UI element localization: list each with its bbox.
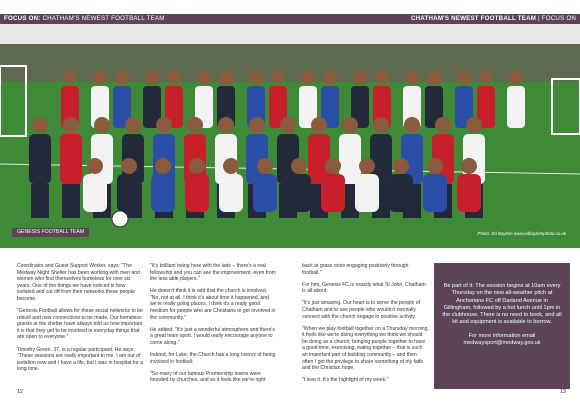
- info-box-details: Be part of it: The session begins at 10am every Thursday on the new all-weather pitch at Anchorians FC off Darland Avenue in Gillingham, followed by a hot lunch until 1pm in the clubhouse. There is no need to book, and all kit and equipment is available to borrow.: [442, 283, 562, 326]
- player-head: [325, 158, 341, 174]
- player-head: [405, 71, 419, 85]
- paragraph: Coordinator and Guest Support Worker, says: "The Medway Night Shelter has been working with men and women who find themselves homeless for over six years. One of the things we have noticed is how isolated and cut off from their networks these people become.: [17, 263, 140, 302]
- player-head: [249, 117, 265, 133]
- player-head: [404, 117, 420, 133]
- player-head: [219, 71, 233, 85]
- player-head: [435, 117, 451, 133]
- player-head: [271, 71, 285, 85]
- player-head: [461, 158, 477, 174]
- player-head: [94, 117, 110, 133]
- player-shirt: [29, 134, 51, 184]
- header-right-suffix: | FOCUS ON: [538, 15, 576, 22]
- player-head: [373, 117, 389, 133]
- player-head: [509, 71, 523, 85]
- player-head: [156, 117, 172, 133]
- player-shirt: [287, 174, 311, 212]
- player-head: [393, 158, 409, 174]
- paragraph: "It's just amazing. Our heart is to serve the people of Chatham and to see people who wouldn't normally connect with the church engage in positive activity.: [302, 300, 421, 320]
- player-shirt: [151, 174, 175, 212]
- team-photo-illustration: [0, 24, 580, 248]
- player-shirt: [457, 174, 481, 212]
- player-head: [167, 71, 181, 85]
- player-head: [197, 71, 211, 85]
- paragraph: back at grass roots engaging positively through football.": [302, 263, 409, 276]
- player-head: [427, 71, 441, 85]
- player-head: [323, 71, 337, 85]
- player-shirt: [423, 174, 447, 212]
- info-box: [434, 263, 570, 389]
- player-head: [189, 158, 205, 174]
- player-head: [427, 158, 443, 174]
- text-column-2: [150, 263, 277, 389]
- paragraph: "When we play football together on a Thursday morning, it feels like we're doing everything we think we should be doing as a church; bringing people together to have a good time, exercising, eating together – that is such an important part of building community – and then often I get the privilege to share something of my faith and the Christian hope.: [302, 325, 429, 372]
- paragraph: Indeed, for Luke, the Church has a long history of being involved in football:: [150, 352, 276, 365]
- player-head: [187, 117, 203, 133]
- player-head: [93, 71, 107, 85]
- header-right: [411, 14, 576, 24]
- player-shirt: [83, 174, 107, 212]
- player-shirt: [355, 174, 379, 212]
- player-head: [457, 71, 471, 85]
- player-shirt: [321, 174, 345, 212]
- photo-caption: GENESIS FOOTBALL TEAM: [12, 228, 89, 237]
- player-head: [63, 117, 79, 133]
- player-head: [311, 117, 327, 133]
- player-head: [342, 117, 358, 133]
- photo-football: [112, 211, 128, 227]
- info-box-contact: For more information email medwaysport@medway.gov.uk: [463, 332, 541, 347]
- player-shirt: [185, 174, 209, 212]
- paragraph: For him, Genesis FC is exactly what St John, Chatham is all about:: [302, 281, 426, 295]
- player-shirt: [117, 174, 141, 212]
- player-shirt: [253, 174, 277, 212]
- player-head: [353, 71, 367, 85]
- player-shirt: [389, 174, 413, 212]
- player-head: [155, 158, 171, 174]
- header-left-prefix: FOCUS ON:: [4, 15, 41, 22]
- player-head: [375, 71, 389, 85]
- player-head: [249, 71, 263, 85]
- photo-credit: Photo: Ed Baylem www.edbaylemphoto.co.uk: [477, 231, 566, 236]
- text-column-3: [302, 263, 429, 389]
- player-head: [466, 117, 482, 133]
- header-left: [4, 14, 165, 24]
- team-photo: [0, 24, 580, 248]
- player-head: [115, 71, 129, 85]
- player-head: [223, 158, 239, 174]
- player-head: [257, 158, 273, 174]
- player-legs: [62, 184, 80, 218]
- paragraph: "Genesis Football allows for these social networks to be rebuilt and new connections to be made. Our homeless guests at the shelter have always told us how important it is that they get to be involved in everyday things that are open to everyone.": [17, 308, 143, 341]
- paragraph: Timothy Green, 37, is a regular participant. He says: "These sessions are really important to me. I am out of isolation now and I have a life, but I was in hospital for a long time.: [17, 346, 144, 373]
- paragraph: He doesn't think it is odd that the church is involved, "No, not at all. I think it's about time it happened, and we're really going places. I think it's a really good medium for people who are Christians to get involved in the community.": [150, 288, 276, 321]
- player-shirt: [507, 86, 525, 128]
- player-head: [145, 71, 159, 85]
- player-head: [359, 158, 375, 174]
- player-head: [301, 71, 315, 85]
- page-number-left: 12: [17, 389, 24, 395]
- player-head: [291, 158, 307, 174]
- player-legs: [31, 184, 49, 218]
- player-head: [32, 117, 48, 133]
- player-shirt: [219, 174, 243, 212]
- player-head: [63, 71, 77, 85]
- player-head: [125, 117, 141, 133]
- text-column-1: [17, 263, 143, 378]
- player-head: [479, 71, 493, 85]
- header-right-title: CHATHAM'S NEWEST FOOTBALL TEAM: [410, 15, 537, 22]
- player-shirt: [60, 134, 82, 184]
- header-left-title: CHATHAM'S NEWEST FOOTBALL TEAM: [42, 15, 165, 22]
- player-head: [121, 158, 137, 174]
- paragraph: "I love it. It's the highlight of my week.": [302, 377, 389, 384]
- player-head: [280, 117, 296, 133]
- paragraph: "It's brilliant being here with the lads – there's a real fellowship and you can see the improvement, even from the less able players.": [150, 263, 276, 283]
- player-head: [218, 117, 234, 133]
- paragraph: He added: "It's just a wonderful atmosphere and there's a great team spirit. I would really encourage anyone to come along.": [150, 326, 275, 346]
- paragraph: "So many of our famous Premiership teams were founded by churches, and so it feels like we're right: [150, 370, 266, 384]
- player-head: [87, 158, 103, 174]
- page-number-right: 13: [559, 389, 566, 395]
